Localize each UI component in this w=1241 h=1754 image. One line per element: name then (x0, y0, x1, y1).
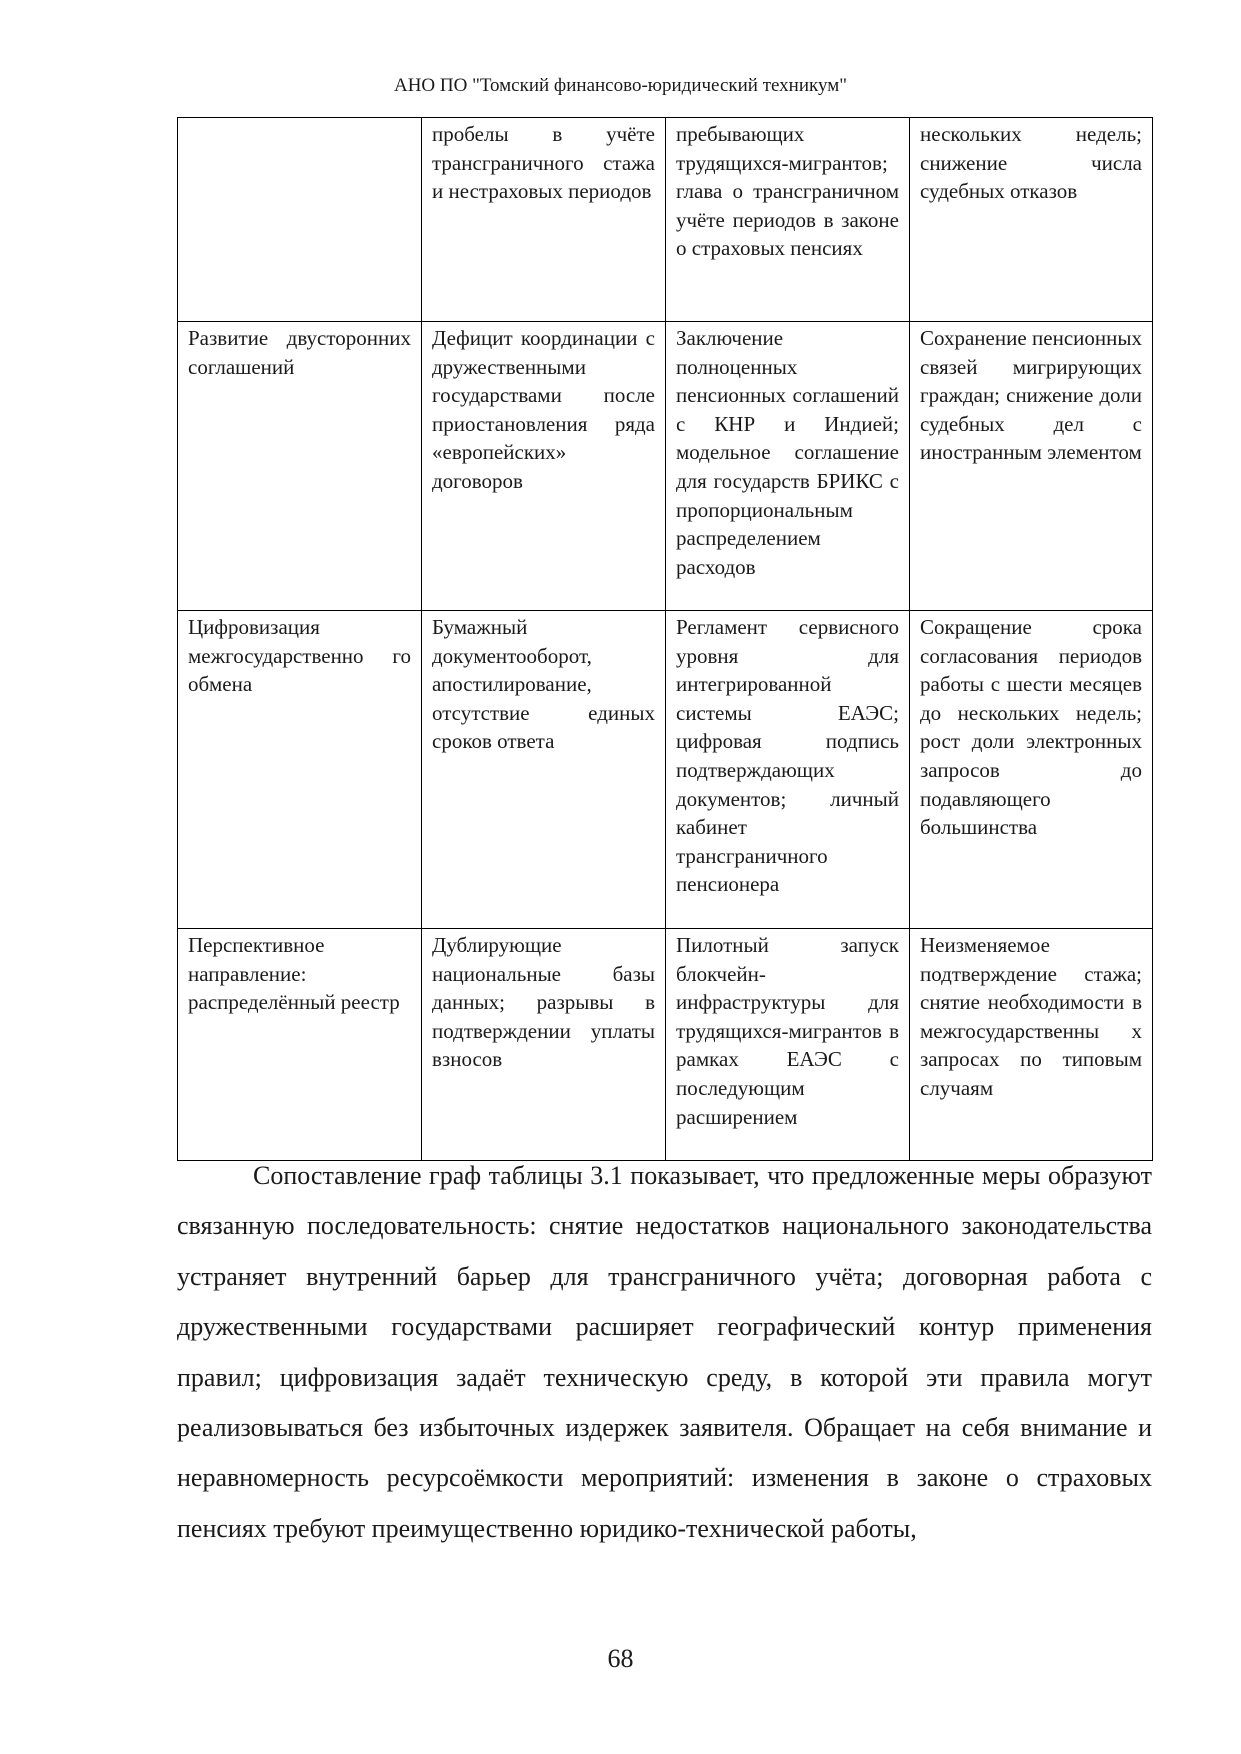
table-row (178, 118, 1153, 322)
table-cell-problem: Дефицит координации с дружественными государствами после приостановления ряда «европейских» договоров (422, 322, 666, 611)
table-cell-problem: Бумажный документооборот, апостилирование, отсутствие единых сроков ответа (422, 611, 666, 929)
table-cell-measure: Заключение полноценных пенсионных соглашений с КНР и Индией; модельное соглашение для государств БРИКС с пропорциональным распределением расходов (666, 322, 910, 611)
page-header: АНО ПО "Томский финансово-юридический техникум" (393, 75, 848, 96)
table-cell-effect: Сокращение срока согласования периодов работы с шести месяцев до нескольких недель; рост доли электронных запросов до подавляющего большинства (910, 611, 1153, 929)
table-cell-direction: Развитие двусторонних соглашений (178, 322, 422, 611)
table-cell-direction (178, 118, 422, 322)
table-cell-problem: пробелы в учёте трансграничного стажа и нестраховых периодов (422, 118, 666, 322)
table-cell-effect: нескольких недель; снижение числа судебных отказов (910, 118, 1153, 322)
page-number: 68 (607, 1644, 634, 1673)
table-cell-effect: Неизменяемое подтверждение стажа; снятие необходимости в межгосударственны х запросах по типовым случаям (910, 929, 1153, 1161)
body-paragraph: Сопоставление граф таблицы 3.1 показывает, что предложенные меры образуют связанную последовательность: снятие недостатков национального законодательства устраняет внутренний барьер для трансграничного учёта; договорная работа с дружественными государствами расширяет географический контур применения правил; цифровизация задаёт техническую среду, в которой эти правила могут реализовываться без избыточных издержек заявителя. Обращает на себя внимание и неравномерность ресурсоёмкости мероприятий: изменения в законе о страховых пенсиях требуют преимущественно юридико-технической работы, (177, 1161, 1152, 1543)
table-cell-direction: Цифровизация межгосударственно го обмена (178, 611, 422, 929)
table-cell-measure: пребывающих трудящихся-мигрантов; глава о трансграничном учёте периодов в законе о страховых пенсиях (666, 118, 910, 322)
measures-table (177, 117, 1153, 1161)
table-row (178, 929, 1153, 1161)
table-cell-effect: Сохранение пенсионных связей мигрирующих граждан; снижение доли судебных дел с иностранным элементом (910, 322, 1153, 611)
table-cell-problem: Дублирующие национальные базы данных; разрывы в подтверждении уплаты взносов (422, 929, 666, 1161)
body-text (177, 1151, 1152, 1554)
table-row (178, 322, 1153, 611)
table-cell-measure: Регламент сервисного уровня для интегрированной системы ЕАЭС; цифровая подпись подтверждающих документов; личный кабинет трансграничного пенсионера (666, 611, 910, 929)
table-row (178, 611, 1153, 929)
table-cell-direction: Перспективное направление: распределённый реестр (178, 929, 422, 1161)
table-cell-measure: Пилотный запуск блокчейн-инфраструктуры для трудящихся-мигрантов в рамках ЕАЭС с последующим расширением (666, 929, 910, 1161)
